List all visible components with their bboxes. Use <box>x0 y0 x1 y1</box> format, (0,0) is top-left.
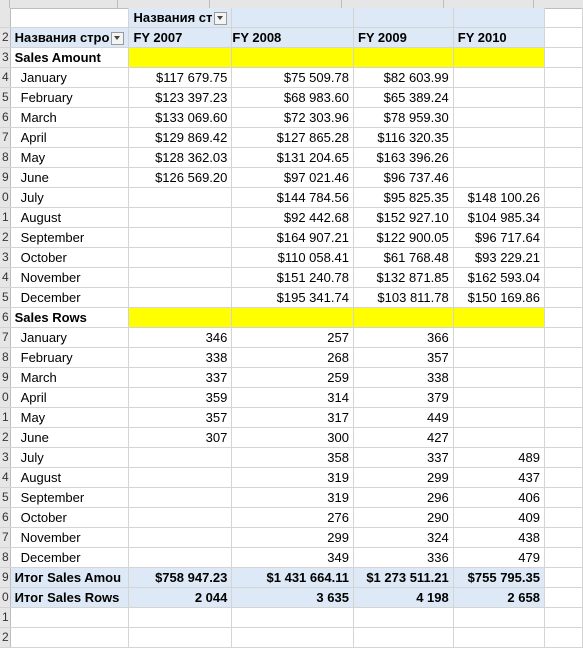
cell[interactable] <box>353 8 453 28</box>
sheet-row <box>0 368 583 388</box>
sheet-row <box>0 28 583 48</box>
row-number[interactable]: 2 <box>0 28 10 48</box>
empty-cell[interactable] <box>544 188 582 208</box>
value-cell[interactable] <box>453 408 544 428</box>
value-cell[interactable]: $104 985.34 <box>453 208 544 228</box>
value-cell[interactable]: 346 <box>129 328 232 348</box>
sheet-row <box>0 548 583 568</box>
value-cell[interactable]: $116 320.35 <box>353 128 453 148</box>
value-cell[interactable]: 449 <box>353 408 453 428</box>
value-cell[interactable]: 358 <box>232 448 354 468</box>
row-number[interactable]: 1 <box>0 408 10 428</box>
row-field-label: Названия стро <box>14 30 110 45</box>
month-label[interactable]: November <box>10 528 129 548</box>
month-label[interactable]: November <box>10 268 129 288</box>
empty-cell[interactable] <box>544 88 582 108</box>
value-cell[interactable] <box>453 428 544 448</box>
value-cell[interactable]: 359 <box>129 388 232 408</box>
value-cell[interactable]: 290 <box>353 508 453 528</box>
year-header[interactable]: FY 2009 <box>353 28 453 48</box>
value-cell[interactable]: $96 717.64 <box>453 228 544 248</box>
value-cell[interactable]: 317 <box>232 408 354 428</box>
row-number[interactable] <box>0 8 10 28</box>
value-cell[interactable]: 357 <box>353 348 453 368</box>
empty-cell[interactable] <box>544 288 582 308</box>
row-number[interactable]: 1 <box>0 208 10 228</box>
month-label[interactable]: January <box>10 68 129 88</box>
value-cell[interactable]: 406 <box>453 488 544 508</box>
empty-cell[interactable] <box>544 168 582 188</box>
row-number[interactable]: 0 <box>0 588 10 608</box>
sheet-row <box>0 168 583 188</box>
value-cell[interactable]: 479 <box>453 548 544 568</box>
empty-cell[interactable] <box>544 148 582 168</box>
month-label[interactable]: March <box>10 108 129 128</box>
empty-cell[interactable] <box>544 628 582 648</box>
year-header[interactable]: FY 2007 <box>129 28 232 48</box>
sheet-row <box>0 188 583 208</box>
value-cell[interactable] <box>129 548 232 568</box>
month-label[interactable]: February <box>10 348 129 368</box>
empty-cell[interactable] <box>544 348 582 368</box>
value-cell[interactable]: 437 <box>453 468 544 488</box>
month-label[interactable]: July <box>10 448 129 468</box>
value-cell[interactable]: $97 021.46 <box>232 168 354 188</box>
value-cell[interactable]: 338 <box>129 348 232 368</box>
value-cell[interactable]: 319 <box>232 488 354 508</box>
value-cell[interactable]: $126 569.20 <box>129 168 232 188</box>
sheet-row <box>0 388 583 408</box>
value-cell[interactable]: $96 737.46 <box>353 168 453 188</box>
value-cell[interactable]: $162 593.04 <box>453 268 544 288</box>
empty-cell[interactable] <box>10 628 129 648</box>
sheet-row <box>0 448 583 468</box>
row-number[interactable]: 3 <box>0 448 10 468</box>
grand-total-value[interactable]: 2 044 <box>129 588 232 608</box>
empty-cell[interactable] <box>544 248 582 268</box>
empty-cell[interactable] <box>544 428 582 448</box>
value-cell[interactable]: 257 <box>232 328 354 348</box>
highlighted-cell[interactable] <box>353 308 453 328</box>
row-number[interactable]: 5 <box>0 88 10 108</box>
empty-cell[interactable] <box>544 308 582 328</box>
value-cell[interactable]: $61 768.48 <box>353 248 453 268</box>
empty-cell[interactable] <box>544 468 582 488</box>
column-separator <box>9 0 10 8</box>
value-cell[interactable]: $128 362.03 <box>129 148 232 168</box>
empty-cell[interactable] <box>544 28 582 48</box>
value-cell[interactable]: 259 <box>232 368 354 388</box>
month-label[interactable]: October <box>10 248 129 268</box>
value-cell[interactable]: $127 865.28 <box>232 128 354 148</box>
month-label[interactable]: August <box>10 468 129 488</box>
sheet-row <box>0 508 583 528</box>
value-cell[interactable] <box>453 368 544 388</box>
year-header[interactable]: FY 2008 <box>232 28 354 48</box>
value-cell[interactable]: $92 442.68 <box>232 208 354 228</box>
month-label[interactable]: July <box>10 188 129 208</box>
section-header[interactable]: Sales Rows <box>10 308 129 328</box>
value-cell[interactable]: $72 303.96 <box>232 108 354 128</box>
month-label[interactable]: June <box>10 428 129 448</box>
empty-cell[interactable] <box>129 608 232 628</box>
value-cell[interactable]: $133 069.60 <box>129 108 232 128</box>
sheet-row <box>0 608 583 628</box>
grand-total-value[interactable]: $1 431 664.11 <box>232 568 354 588</box>
sheet-row <box>0 528 583 548</box>
row-number[interactable]: 9 <box>0 168 10 188</box>
sheet-row <box>0 488 583 508</box>
cell[interactable] <box>453 8 544 28</box>
row-number[interactable]: 5 <box>0 488 10 508</box>
highlighted-cell[interactable] <box>129 48 232 68</box>
sheet-row <box>0 628 583 648</box>
empty-cell[interactable] <box>232 608 354 628</box>
grand-total-value[interactable]: $758 947.23 <box>129 568 232 588</box>
empty-cell[interactable] <box>544 128 582 148</box>
sheet-row <box>0 288 583 308</box>
empty-cell[interactable] <box>544 508 582 528</box>
value-cell[interactable]: 307 <box>129 428 232 448</box>
row-number[interactable]: 6 <box>0 308 10 328</box>
sheet-row <box>0 568 583 588</box>
sheet-row <box>0 8 583 28</box>
value-cell[interactable]: 338 <box>353 368 453 388</box>
empty-cell[interactable] <box>544 108 582 128</box>
highlighted-cell[interactable] <box>353 48 453 68</box>
column-separator <box>117 0 118 8</box>
value-cell[interactable] <box>129 188 232 208</box>
highlighted-cell[interactable] <box>129 308 232 328</box>
value-cell[interactable]: 379 <box>353 388 453 408</box>
empty-cell[interactable] <box>544 228 582 248</box>
column-filter-dropdown-icon[interactable] <box>214 12 227 25</box>
empty-cell[interactable] <box>353 608 453 628</box>
value-cell[interactable]: $75 509.78 <box>232 68 354 88</box>
value-cell[interactable]: $122 900.05 <box>353 228 453 248</box>
value-cell[interactable]: $65 389.24 <box>353 88 453 108</box>
empty-cell[interactable] <box>544 328 582 348</box>
year-header[interactable]: FY 2010 <box>453 28 544 48</box>
empty-cell[interactable] <box>129 628 232 648</box>
row-number[interactable]: 0 <box>0 188 10 208</box>
empty-cell[interactable] <box>544 548 582 568</box>
value-cell[interactable]: 276 <box>232 508 354 528</box>
value-cell[interactable] <box>453 388 544 408</box>
row-number[interactable]: 3 <box>0 48 10 68</box>
row-number[interactable]: 5 <box>0 288 10 308</box>
value-cell[interactable]: $103 811.78 <box>353 288 453 308</box>
value-cell[interactable]: $78 959.30 <box>353 108 453 128</box>
value-cell[interactable]: 319 <box>232 468 354 488</box>
empty-cell[interactable] <box>232 628 354 648</box>
row-number[interactable]: 4 <box>0 268 10 288</box>
value-cell[interactable]: $151 240.78 <box>232 268 354 288</box>
value-cell[interactable]: $152 927.10 <box>353 208 453 228</box>
empty-cell[interactable] <box>544 48 582 68</box>
value-cell[interactable] <box>453 168 544 188</box>
month-label[interactable]: March <box>10 368 129 388</box>
sheet-row <box>0 108 583 128</box>
spreadsheet-grid <box>0 8 583 648</box>
highlighted-cell[interactable] <box>232 48 354 68</box>
section-header[interactable]: Sales Amount <box>10 48 129 68</box>
row-number[interactable]: 9 <box>0 368 10 388</box>
row-number[interactable]: 8 <box>0 348 10 368</box>
row-number[interactable]: 8 <box>0 148 10 168</box>
empty-cell[interactable] <box>10 8 129 28</box>
value-cell[interactable] <box>129 448 232 468</box>
row-number[interactable]: 7 <box>0 528 10 548</box>
value-cell[interactable]: 489 <box>453 448 544 468</box>
grand-total-value[interactable]: 4 198 <box>353 588 453 608</box>
value-cell[interactable]: 268 <box>232 348 354 368</box>
month-label[interactable]: June <box>10 168 129 188</box>
value-cell[interactable]: $150 169.86 <box>453 288 544 308</box>
value-cell[interactable]: 336 <box>353 548 453 568</box>
value-cell[interactable]: 427 <box>353 428 453 448</box>
value-cell[interactable]: $144 784.56 <box>232 188 354 208</box>
sheet-row <box>0 428 583 448</box>
month-label[interactable]: May <box>10 408 129 428</box>
sheet-row <box>0 408 583 428</box>
empty-cell[interactable] <box>544 568 582 588</box>
sheet-row <box>0 328 583 348</box>
value-cell[interactable]: 349 <box>232 548 354 568</box>
row-number[interactable]: 1 <box>0 608 10 628</box>
grand-total-value[interactable]: $1 273 511.21 <box>353 568 453 588</box>
row-number[interactable]: 2 <box>0 428 10 448</box>
month-label[interactable]: May <box>10 148 129 168</box>
month-label[interactable]: December <box>10 288 129 308</box>
value-cell[interactable]: 366 <box>353 328 453 348</box>
row-number[interactable]: 3 <box>0 248 10 268</box>
row-number[interactable]: 6 <box>0 508 10 528</box>
empty-cell[interactable] <box>544 448 582 468</box>
empty-cell[interactable] <box>544 388 582 408</box>
value-cell[interactable]: $148 100.26 <box>453 188 544 208</box>
empty-cell[interactable] <box>453 628 544 648</box>
value-cell[interactable]: 337 <box>129 368 232 388</box>
month-label[interactable]: September <box>10 228 129 248</box>
value-cell[interactable] <box>453 128 544 148</box>
column-separator <box>533 0 534 8</box>
value-cell[interactable] <box>453 108 544 128</box>
column-separator <box>209 0 210 8</box>
row-number[interactable]: 2 <box>0 628 10 648</box>
month-label[interactable]: April <box>10 388 129 408</box>
sheet-row <box>0 48 583 68</box>
sheet-row <box>0 148 583 168</box>
empty-cell[interactable] <box>544 268 582 288</box>
value-cell[interactable]: 324 <box>353 528 453 548</box>
row-number[interactable]: 4 <box>0 68 10 88</box>
value-cell[interactable]: 337 <box>353 448 453 468</box>
empty-cell[interactable] <box>544 208 582 228</box>
grand-total-value[interactable]: 2 658 <box>453 588 544 608</box>
grand-total-label[interactable]: Итог Sales Amou <box>10 568 129 588</box>
value-cell[interactable] <box>129 468 232 488</box>
sheet-row <box>0 348 583 368</box>
empty-cell[interactable] <box>10 608 129 628</box>
value-cell[interactable] <box>453 68 544 88</box>
sheet-row <box>0 588 583 608</box>
sheet-row <box>0 68 583 88</box>
empty-cell[interactable] <box>544 488 582 508</box>
value-cell[interactable] <box>453 348 544 368</box>
empty-cell[interactable] <box>544 588 582 608</box>
sheet-row <box>0 468 583 488</box>
month-label[interactable]: April <box>10 128 129 148</box>
value-cell[interactable] <box>129 268 232 288</box>
row-number[interactable]: 7 <box>0 328 10 348</box>
value-cell[interactable] <box>129 508 232 528</box>
value-cell[interactable]: $129 869.42 <box>129 128 232 148</box>
month-label[interactable]: October <box>10 508 129 528</box>
column-separator <box>341 0 342 8</box>
column-field-header[interactable] <box>129 8 232 28</box>
row-number[interactable]: 2 <box>0 228 10 248</box>
value-cell[interactable]: $164 907.21 <box>232 228 354 248</box>
value-cell[interactable]: $123 397.23 <box>129 88 232 108</box>
sheet-row <box>0 228 583 248</box>
row-number[interactable]: 8 <box>0 548 10 568</box>
empty-cell[interactable] <box>544 8 582 28</box>
column-separator <box>443 0 444 8</box>
month-label[interactable]: September <box>10 488 129 508</box>
value-cell[interactable] <box>129 488 232 508</box>
month-label[interactable]: December <box>10 548 129 568</box>
value-cell[interactable]: $195 341.74 <box>232 288 354 308</box>
value-cell[interactable]: $82 603.99 <box>353 68 453 88</box>
value-cell[interactable]: $110 058.41 <box>232 248 354 268</box>
highlighted-cell[interactable] <box>232 308 354 328</box>
sheet-row <box>0 208 583 228</box>
row-number[interactable]: 0 <box>0 388 10 408</box>
value-cell[interactable] <box>129 288 232 308</box>
row-number[interactable]: 6 <box>0 108 10 128</box>
value-cell[interactable] <box>453 328 544 348</box>
value-cell[interactable] <box>129 228 232 248</box>
value-cell[interactable]: 357 <box>129 408 232 428</box>
highlighted-cell[interactable] <box>453 48 544 68</box>
value-cell[interactable]: $93 229.21 <box>453 248 544 268</box>
sheet-row <box>0 248 583 268</box>
value-cell[interactable] <box>453 148 544 168</box>
month-label[interactable]: January <box>10 328 129 348</box>
highlighted-cell[interactable] <box>453 308 544 328</box>
value-cell[interactable]: $95 825.35 <box>353 188 453 208</box>
value-cell[interactable]: $163 396.26 <box>353 148 453 168</box>
value-cell[interactable]: $117 679.75 <box>129 68 232 88</box>
row-field-header[interactable] <box>10 28 129 48</box>
value-cell[interactable] <box>129 208 232 228</box>
value-cell[interactable]: 299 <box>353 468 453 488</box>
row-number[interactable]: 7 <box>0 128 10 148</box>
sheet-row <box>0 268 583 288</box>
empty-cell[interactable] <box>544 608 582 628</box>
value-cell[interactable]: 296 <box>353 488 453 508</box>
value-cell[interactable]: $68 983.60 <box>232 88 354 108</box>
value-cell[interactable]: 299 <box>232 528 354 548</box>
empty-cell[interactable] <box>544 68 582 88</box>
column-field-label: Названия ст <box>133 10 213 25</box>
empty-cell[interactable] <box>544 368 582 388</box>
grand-total-value[interactable]: $755 795.35 <box>453 568 544 588</box>
grand-total-label[interactable]: Итог Sales Rows <box>10 588 129 608</box>
month-label[interactable]: February <box>10 88 129 108</box>
value-cell[interactable] <box>129 528 232 548</box>
empty-cell[interactable] <box>353 628 453 648</box>
row-filter-dropdown-icon[interactable] <box>111 32 124 45</box>
empty-cell[interactable] <box>544 528 582 548</box>
sheet-row <box>0 308 583 328</box>
value-cell[interactable] <box>129 248 232 268</box>
empty-cell[interactable] <box>544 408 582 428</box>
empty-cell[interactable] <box>453 608 544 628</box>
value-cell[interactable] <box>453 88 544 108</box>
value-cell[interactable]: 300 <box>232 428 354 448</box>
value-cell[interactable]: 314 <box>232 388 354 408</box>
cell[interactable] <box>232 8 354 28</box>
value-cell[interactable]: $132 871.85 <box>353 268 453 288</box>
grand-total-value[interactable]: 3 635 <box>232 588 354 608</box>
value-cell[interactable]: 438 <box>453 528 544 548</box>
sheet-row <box>0 88 583 108</box>
row-number[interactable]: 9 <box>0 568 10 588</box>
sheet-row <box>0 128 583 148</box>
month-label[interactable]: August <box>10 208 129 228</box>
value-cell[interactable]: 409 <box>453 508 544 528</box>
value-cell[interactable]: $131 204.65 <box>232 148 354 168</box>
row-number[interactable]: 4 <box>0 468 10 488</box>
